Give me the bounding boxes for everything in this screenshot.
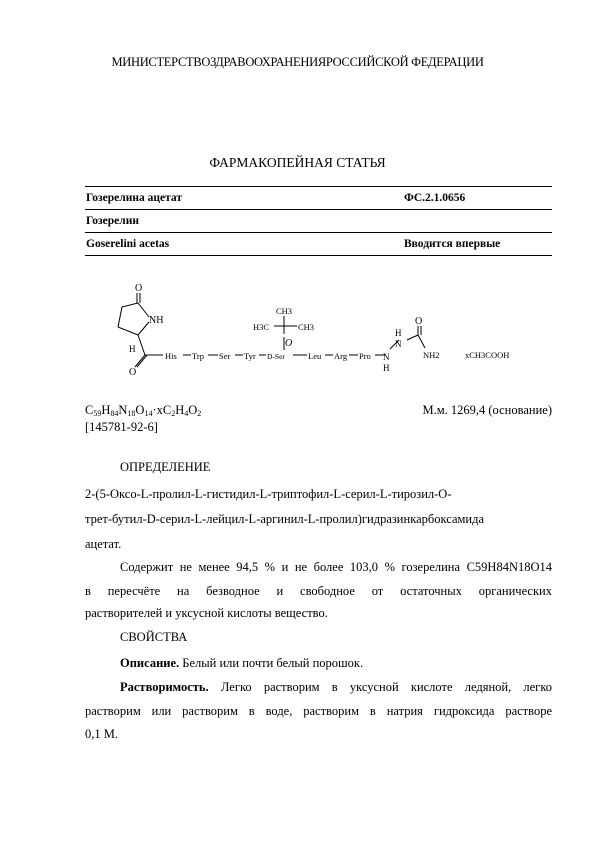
- ministry-header: МИНИСТЕРСТВОЗДРАВООХРАНЕНИЯРОССИЙСКОЙ ФЕДЕРАЦИИ: [111, 55, 484, 69]
- molecular-formula: $C_{59}H_{84}N_{18}O_{14}\cdot xC_2H_4O_2$: [85, 403, 202, 418]
- solubility-line: Легко растворим в уксусной кислоте ледяной, легко: [220, 680, 553, 694]
- ring-nh-label: NH: [149, 315, 164, 326]
- name-latin: Goserelini acetas: [86, 238, 170, 250]
- description-label: Описание.: [120, 656, 180, 670]
- ether-oxygen-label: O: [285, 338, 293, 349]
- divider: [85, 186, 552, 187]
- content-line: растворителей и уксусной кислоты вещество.: [85, 606, 328, 620]
- residue-trp: Trp: [192, 351, 204, 361]
- content-line: в пересчёте на безводное и свободное от остаточных органических: [85, 584, 552, 598]
- name-short: Гозерелин: [86, 215, 139, 227]
- methyl-top-label: CH3: [276, 306, 293, 316]
- fs-number: ФС.2.1.0656: [404, 192, 466, 204]
- status-label: Вводится впервые: [404, 238, 501, 250]
- hydrazide-n-top: N: [395, 339, 402, 349]
- content-line: Содержит не менее 94,5 % и не более 103,0 % гозерелина C59H84N18O14: [120, 560, 552, 574]
- alpha-hydrogen-label: H: [129, 344, 136, 354]
- urea-oxygen-label: O: [415, 316, 423, 327]
- residue-pro: Pro: [359, 351, 371, 361]
- name-russian: Гозерелина ацетат: [86, 192, 182, 204]
- article-type-title: ФАРМАКОПЕЙНАЯ СТАТЬЯ: [209, 155, 386, 170]
- solubility-paragraph: [120, 680, 552, 695]
- structural-formula: [85, 282, 555, 387]
- carbonyl-oxygen-label: O: [129, 367, 137, 378]
- methyl-right-label: CH3: [298, 322, 315, 332]
- section-heading-definition: ОПРЕДЕЛЕНИЕ: [120, 460, 211, 474]
- definition-line: 2-(5-Оксо-L-пролил-L-гистидил-L-триптофил-L-серил-L-тирозил-O-: [85, 487, 452, 501]
- hydrazide-h-top: H: [395, 328, 402, 338]
- definition-line: трет-бутил-D-серил-L-лейцил-L-аргинил-L-пролил)гидразинкарбоксамида: [85, 512, 484, 526]
- solubility-label: Растворимость.: [120, 680, 209, 694]
- cas-number: [145781-92-6]: [85, 420, 158, 434]
- residue-d-ser: D-Ser: [267, 352, 285, 361]
- oxo-oxygen-label: O: [135, 283, 143, 294]
- divider: [85, 232, 552, 233]
- residue-leu: Leu: [308, 351, 322, 361]
- hydrazide-h-bottom: H: [383, 363, 390, 373]
- amide-nh2-label: NH2: [423, 350, 440, 360]
- definition-line: ацетат.: [85, 537, 122, 551]
- residue-ser: Ser: [219, 351, 231, 361]
- divider: [85, 255, 552, 256]
- divider: [85, 209, 552, 210]
- acetate-label: xCH3COOH: [465, 350, 510, 360]
- solubility-line: 0,1 М.: [85, 727, 118, 741]
- residue-arg: Arg: [334, 351, 348, 361]
- methyl-left-label: H3C: [253, 322, 270, 332]
- molecular-weight: М.м. 1269,4 (основание): [422, 403, 552, 417]
- solubility-line: растворим или растворим в воде, растворим в натрия гидроксида растворе: [85, 704, 552, 718]
- hydrazide-n-bottom: N: [383, 352, 390, 362]
- residue-tyr: Tyr: [244, 351, 256, 361]
- residue-his: His: [165, 351, 177, 361]
- description-paragraph: [120, 656, 363, 671]
- description-text: Белый или почти белый порошок.: [182, 656, 364, 670]
- section-heading-properties: СВОЙСТВА: [120, 630, 188, 644]
